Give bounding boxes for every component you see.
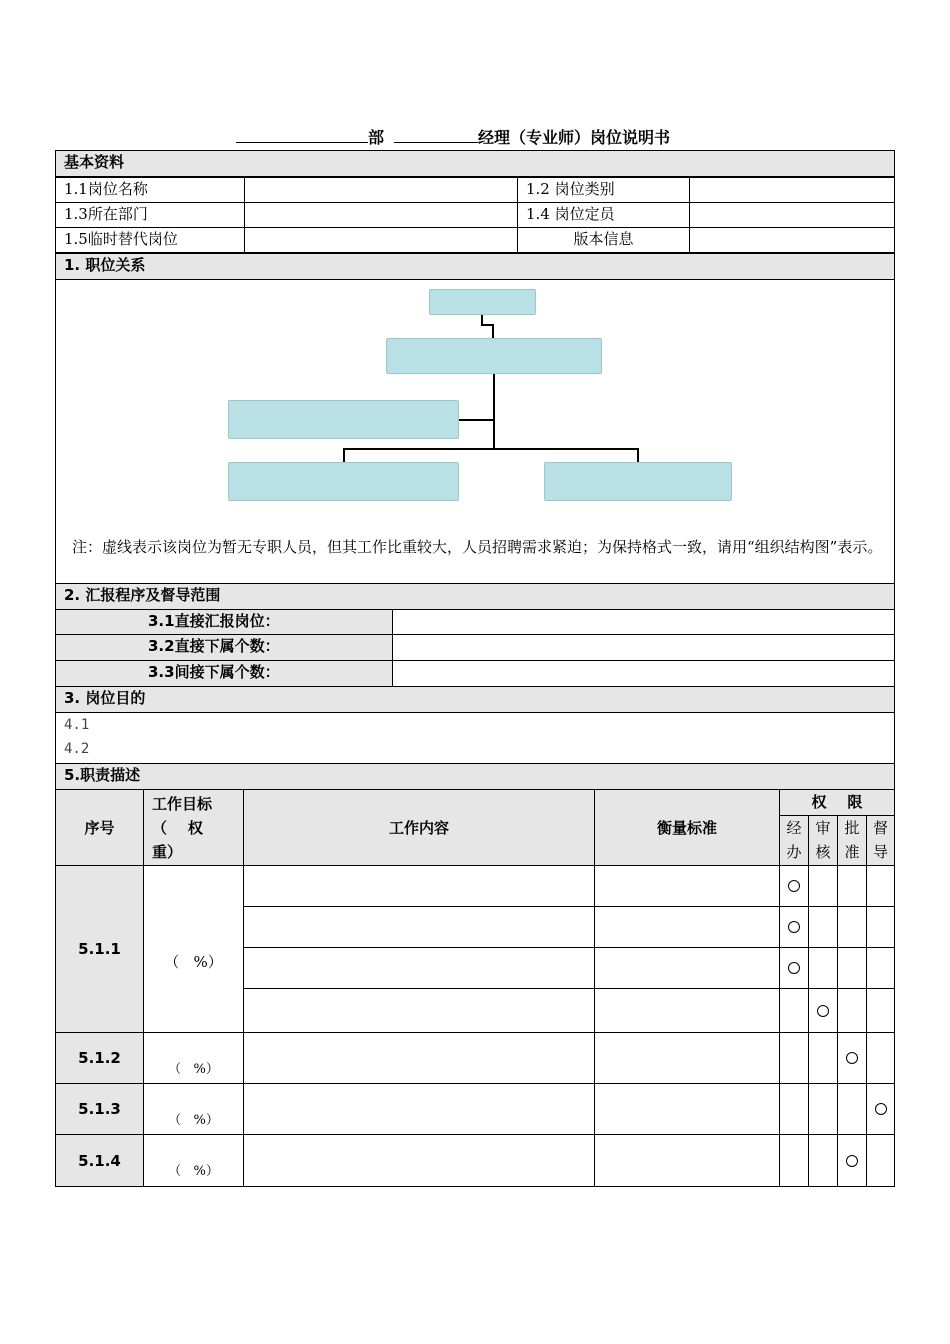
authority-handle-cell[interactable] (779, 1134, 809, 1187)
org-line (459, 419, 494, 421)
col-measure-header: 衡量标准 (594, 789, 780, 866)
org-line (637, 448, 639, 462)
authority-approve-cell[interactable] (837, 988, 867, 1033)
a3-top: 批 (844, 819, 860, 837)
position-name-label: 1.1岗位名称 (55, 177, 245, 203)
duty-content-cell[interactable] (243, 906, 595, 948)
duty-content-cell[interactable] (243, 865, 595, 907)
duty-content-cell[interactable] (243, 1083, 595, 1135)
position-category-field[interactable] (689, 177, 895, 203)
circle-mark-icon (788, 921, 800, 933)
circle-mark-icon (788, 880, 800, 892)
document-title (236, 126, 716, 148)
relation-header: 1. 职位关系 (55, 253, 895, 280)
authority-supervise-cell[interactable] (866, 988, 895, 1033)
authority-supervise-cell[interactable] (866, 1083, 895, 1135)
purpose-line-1: 4.1 (64, 717, 90, 733)
position-category-label: 1.2 岗位类别 (517, 177, 690, 203)
org-box-subordinate-right[interactable] (544, 462, 732, 501)
indirect-subordinates-field[interactable] (392, 660, 895, 687)
col-goal-line3: 重） (152, 843, 183, 861)
direct-subordinates-field[interactable] (392, 634, 895, 661)
org-line (492, 324, 494, 338)
duty-measure-cell[interactable] (594, 1032, 780, 1084)
duty-content-cell[interactable] (243, 1134, 595, 1187)
a2-top: 审 (815, 819, 831, 837)
title-rest: 经理（专业师）岗位说明书 (478, 128, 671, 147)
authority-handle-cell[interactable] (779, 1032, 809, 1084)
department-field[interactable] (244, 202, 518, 228)
job-description-form (55, 150, 895, 1187)
duty-measure-cell[interactable] (594, 1083, 780, 1135)
col-a2-header (808, 815, 838, 866)
substitute-label: 1.5临时替代岗位 (55, 227, 245, 253)
purpose-lines[interactable] (55, 712, 895, 764)
authority-handle-cell[interactable] (779, 906, 809, 948)
report-header: 2. 汇报程序及督导范围 (55, 583, 895, 610)
position-name-field[interactable] (244, 177, 518, 203)
duty-measure-cell[interactable] (594, 988, 780, 1033)
duty-seq-5-1-2: 5.1.2 (55, 1032, 144, 1084)
version-field[interactable] (689, 227, 895, 253)
authority-supervise-cell[interactable] (866, 906, 895, 948)
duty-weight-5-1-2[interactable]: （ %） (143, 1032, 244, 1084)
col-goal-header (143, 789, 244, 866)
col-goal-line1: 工作目标 (152, 795, 213, 813)
duty-weight-5-1-3[interactable]: （ %） (143, 1083, 244, 1135)
org-chart-note: 注：虚线表示该岗位为暂无专职人员，但其工作比重较大，人员招聘需求紧迫；为保持格式一致，请用“组织结构图”表示。 (72, 538, 883, 556)
authority-review-cell[interactable] (808, 947, 838, 989)
a4-bot: 导 (872, 843, 888, 861)
duty-content-cell[interactable] (243, 988, 595, 1033)
basic-info-header: 基本资料 (55, 150, 895, 177)
purpose-header: 3. 岗位目的 (55, 686, 895, 713)
duty-seq-5-1-3: 5.1.3 (55, 1083, 144, 1135)
authority-approve-cell[interactable] (837, 865, 867, 907)
authority-handle-cell[interactable] (779, 988, 809, 1033)
version-label: 版本信息 (517, 227, 690, 253)
duty-measure-cell[interactable] (594, 906, 780, 948)
org-box-subordinate-left[interactable] (228, 462, 459, 501)
substitute-field[interactable] (244, 227, 518, 253)
authority-review-cell[interactable] (808, 865, 838, 907)
col-authority-header: 权 限 (779, 789, 895, 816)
authority-supervise-cell[interactable] (866, 947, 895, 989)
duty-measure-cell[interactable] (594, 947, 780, 989)
authority-approve-cell[interactable] (837, 1032, 867, 1084)
circle-mark-icon (875, 1103, 887, 1115)
authority-handle-cell[interactable] (779, 947, 809, 989)
org-line (343, 448, 345, 462)
col-a4-header (866, 815, 895, 866)
org-box-current-position[interactable] (386, 338, 602, 374)
title-dept-suffix: 部 (368, 128, 385, 147)
department-label: 1.3所在部门 (55, 202, 245, 228)
duty-seq-5-1-4: 5.1.4 (55, 1134, 144, 1187)
a2-bot: 核 (815, 843, 831, 861)
authority-supervise-cell[interactable] (866, 865, 895, 907)
authority-review-cell[interactable] (808, 988, 838, 1033)
org-box-superior[interactable] (429, 289, 536, 315)
duty-content-cell[interactable] (243, 1032, 595, 1084)
duty-seq-5-1-1: 5.1.1 (55, 865, 144, 1033)
circle-mark-icon (817, 1005, 829, 1017)
authority-review-cell[interactable] (808, 906, 838, 948)
authority-approve-cell[interactable] (837, 906, 867, 948)
direct-report-label: 3.1直接汇报岗位： (55, 609, 393, 635)
duty-weight-5-1-4[interactable]: （ %） (143, 1134, 244, 1187)
col-seq-header: 序号 (55, 789, 144, 866)
org-line (343, 448, 639, 450)
a1-bot: 办 (786, 843, 802, 861)
a3-bot: 准 (844, 843, 860, 861)
department-blank[interactable] (236, 126, 368, 143)
authority-handle-cell[interactable] (779, 1083, 809, 1135)
authority-handle-cell[interactable] (779, 865, 809, 907)
direct-report-field[interactable] (392, 609, 895, 635)
duty-measure-cell[interactable] (594, 865, 780, 907)
authority-approve-cell[interactable] (837, 1134, 867, 1187)
circle-mark-icon (788, 962, 800, 974)
duty-content-cell[interactable] (243, 947, 595, 989)
direct-subordinates-label: 3.2直接下属个数： (55, 634, 393, 661)
org-chart-area (55, 279, 895, 584)
manager-blank[interactable] (394, 126, 478, 143)
a1-top: 经 (786, 819, 802, 837)
headcount-label: 1.4 岗位定员 (517, 202, 690, 228)
purpose-line-2: 4.2 (64, 741, 90, 757)
duty-measure-cell[interactable] (594, 1134, 780, 1187)
duties-header: 5.职责描述 (55, 763, 895, 790)
authority-review-cell[interactable] (808, 1083, 838, 1135)
col-goal-line2: （ 权 (152, 819, 203, 837)
a4-top: 督 (872, 819, 888, 837)
authority-approve-cell[interactable] (837, 947, 867, 989)
authority-supervise-cell[interactable] (866, 1134, 895, 1187)
circle-mark-icon (846, 1052, 858, 1064)
authority-review-cell[interactable] (808, 1032, 838, 1084)
authority-supervise-cell[interactable] (866, 1032, 895, 1084)
authority-approve-cell[interactable] (837, 1083, 867, 1135)
authority-review-cell[interactable] (808, 1134, 838, 1187)
indirect-subordinates-label: 3.3间接下属个数： (55, 660, 393, 687)
circle-mark-icon (846, 1155, 858, 1167)
org-line (493, 374, 495, 449)
col-content-header: 工作内容 (243, 789, 595, 866)
duty-weight-5-1-1[interactable]: （ %） (143, 865, 244, 1033)
col-a1-header (779, 815, 809, 866)
col-a3-header (837, 815, 867, 866)
headcount-field[interactable] (689, 202, 895, 228)
org-box-peer[interactable] (228, 400, 459, 439)
